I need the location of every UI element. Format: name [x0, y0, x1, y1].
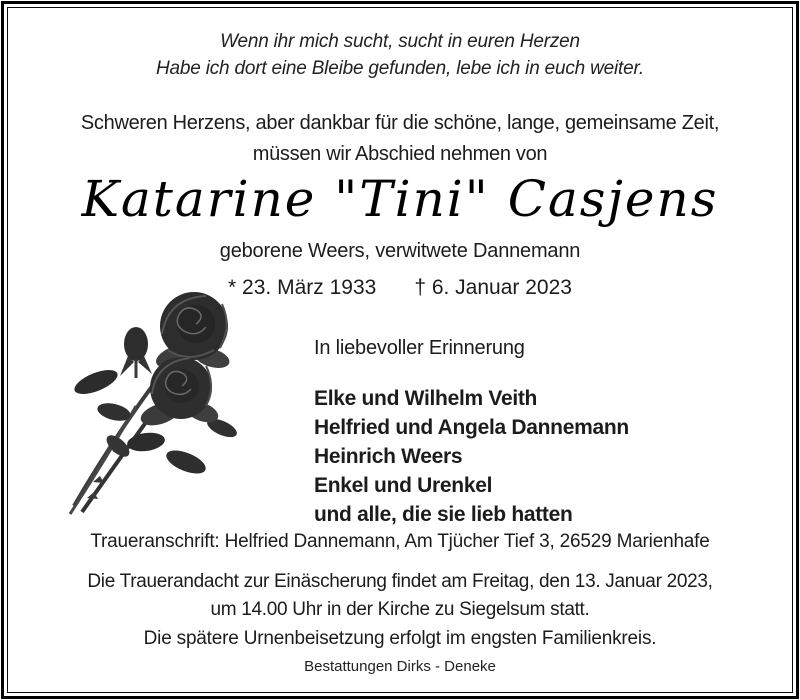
deceased-name: Katarine "Tini" Casjens — [81, 170, 719, 228]
birth-date: * 23. März 1933 — [228, 276, 377, 299]
roses-illustration-svg — [60, 286, 270, 522]
death-date: † 6. Januar 2023 — [414, 276, 572, 299]
mourner-line: und alle, die sie lieb hatten — [314, 503, 573, 526]
epigraph — [0, 28, 800, 82]
deceased-lineage: geborene Weers, verwitwete Dannemann — [219, 240, 581, 262]
memorial-heading: In liebevoller Erinnerung — [314, 337, 525, 359]
mourner-line: Enkel und Urenkel — [314, 474, 493, 497]
service-line-2: um 14.00 Uhr in der Kirche zu Siegelsum statt. — [210, 599, 590, 620]
burial-note: Die spätere Urnenbeisetzung erfolgt im engsten Familienkreis. — [143, 628, 657, 649]
mourners-list — [314, 384, 629, 529]
mourner-line: Heinrich Weers — [314, 445, 463, 468]
intro-line-2: müssen wir Abschied nehmen von — [252, 143, 548, 165]
funeral-home-credit: Bestattungen Dirks - Deneke — [304, 658, 496, 675]
mourner-line: Elke und Wilhelm Veith — [314, 387, 538, 410]
intro-line-1: Schweren Herzens, aber dankbar für die schöne, lange, gemeinsame Zeit, — [80, 112, 720, 134]
mourner-line: Helfried und Angela Dannemann — [314, 416, 629, 439]
roses-image — [60, 286, 270, 522]
service-line-1: Die Trauerandacht zur Einäscherung findet am Freitag, den 13. Januar 2023, — [87, 571, 713, 592]
intro-text — [0, 108, 800, 170]
memorial-section — [314, 337, 629, 529]
mourning-address: Traueranschrift: Helfried Dannemann, Am Tjücher Tief 3, 26529 Marienhafe — [90, 531, 710, 552]
epigraph-line-2: Habe ich dort eine Bleibe gefunden, lebe ich in euch weiter. — [156, 58, 644, 79]
service-announcement — [0, 568, 800, 624]
epigraph-line-1: Wenn ihr mich sucht, sucht in euren Herzen — [220, 31, 580, 52]
